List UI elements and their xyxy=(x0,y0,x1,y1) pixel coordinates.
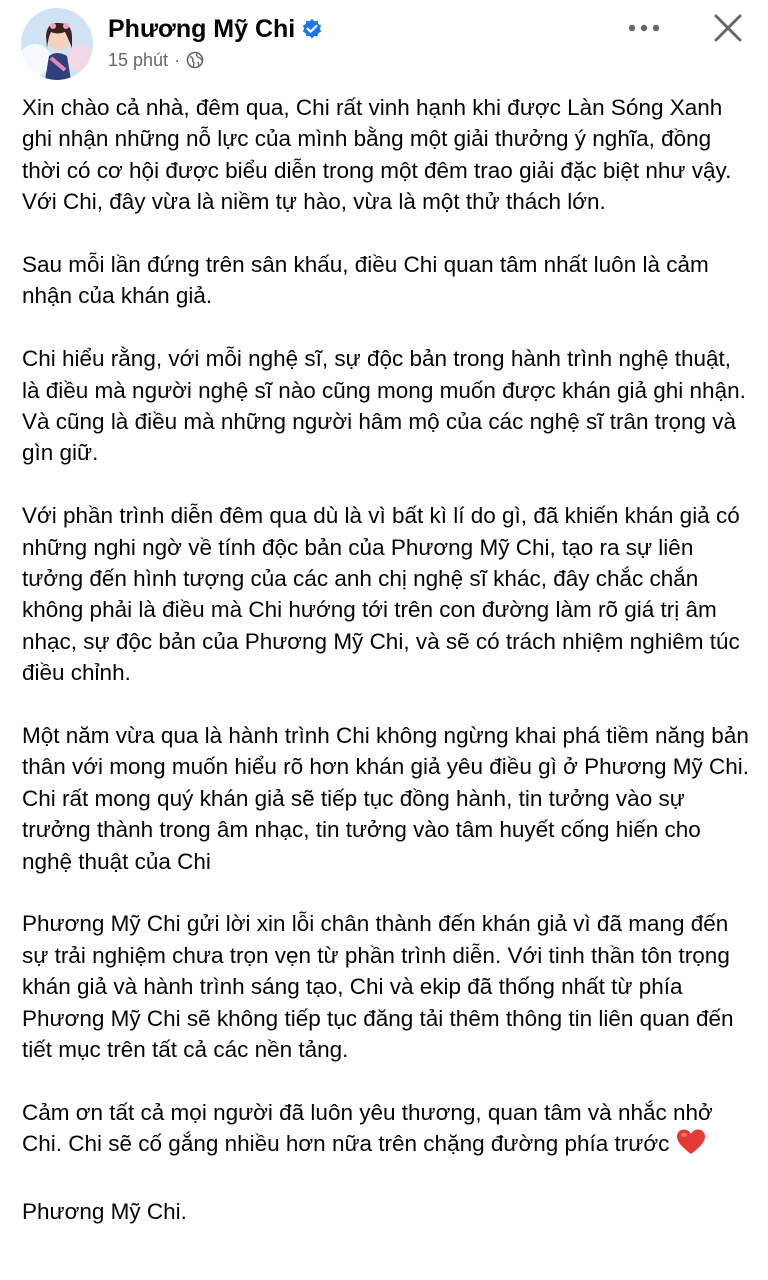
post-paragraph: Sau mỗi lần đứng trên sân khấu, điều Chi quan tâm nhất luôn là cảm nhận của khán giả. xyxy=(22,252,709,309)
red-heart-icon xyxy=(676,1128,706,1164)
globe-icon[interactable] xyxy=(186,51,204,75)
author-avatar[interactable] xyxy=(21,8,93,80)
post-closing-text: Cảm ơn tất cả mọi người đã luôn yêu thương, quan tâm và nhắc nhở Chi. Chi sẽ cố gắng nhiều hơn nữa trên chặng đường phía trước xyxy=(22,1099,713,1157)
post-signature: Phương Mỹ Chi. xyxy=(22,1199,187,1225)
post-timestamp[interactable]: 15 phút xyxy=(108,50,169,70)
post-paragraph: Xin chào cả nhà, đêm qua, Chi rất vinh hạnh khi được Làn Sóng Xanh ghi nhận những nỗ lực của mình bằng một giải thưởng ý nghĩa, đồng thời có cơ hội được biểu diễn trong một đêm trao giải đặc biệt như vậy. Với Chi, đây vừa là niềm tự hào, vừa là một thử thách lớn. xyxy=(22,95,732,215)
post-paragraph: Một năm vừa qua là hành trình Chi không ngừng khai phá tiềm năng bản thân với mong muốn hiểu rõ hơn khán giả yêu điều gì ở Phương Mỹ Chi. Chi rất mong quý khán giả sẽ tiếp tục đồng hành, tin tưởng vào sự trưởng thành trong âm nhạc, tin tưởng vào tâm huyết cống hiến cho nghệ thuật của Chi xyxy=(22,723,749,874)
post-header xyxy=(0,0,768,90)
more-options-icon[interactable] xyxy=(622,14,666,42)
post-paragraph: Với phần trình diễn đêm qua dù là vì bất kì lí do gì, đã khiến khán giả có những nghi ngờ về tính độc bản của Phương Mỹ Chi, tạo ra sự liên tưởng đến hình tượng của các anh chị nghệ sĩ khác, đây chắc chắn không phải là điều mà Chi hướng tới trên con đường làm rõ giá trị âm nhạc, sự độc bản của Phương Mỹ Chi, và sẽ có trách nhiệm nghiêm túc điều chỉnh. xyxy=(22,503,740,686)
meta-separator: · xyxy=(174,50,181,70)
post-closing-paragraph xyxy=(22,1097,752,1165)
post-paragraph: Phương Mỹ Chi gửi lời xin lỗi chân thành đến khán giả vì đã mang đến sự trải nghiệm chưa trọn vẹn từ phần trình diễn. Với tinh thần tôn trọng khán giả và hành trình sáng tạo, Chi và ekip đã thống nhất từ phía Phương Mỹ Chi sẽ không tiếp tục đăng tải thêm thông tin liên quan đến tiết mục trên tất cả các nền tảng. xyxy=(22,911,734,1063)
post-paragraph: Chi hiểu rằng, với mỗi nghệ sĩ, sự độc bản trong hành trình nghệ thuật, là điều mà người nghệ sĩ nào cũng mong muốn được khán giả ghi nhận. Và cũng là điều mà những người hâm mộ của các nghệ sĩ trân trọng và gìn giữ. xyxy=(22,346,746,466)
verified-badge-icon xyxy=(301,17,323,47)
author-name-row xyxy=(108,14,323,47)
close-icon[interactable] xyxy=(708,8,748,48)
post-meta xyxy=(108,48,204,75)
avatar-image xyxy=(21,8,93,80)
author-name[interactable]: Phương Mỹ Chi xyxy=(108,15,296,43)
post-body xyxy=(22,92,752,1259)
